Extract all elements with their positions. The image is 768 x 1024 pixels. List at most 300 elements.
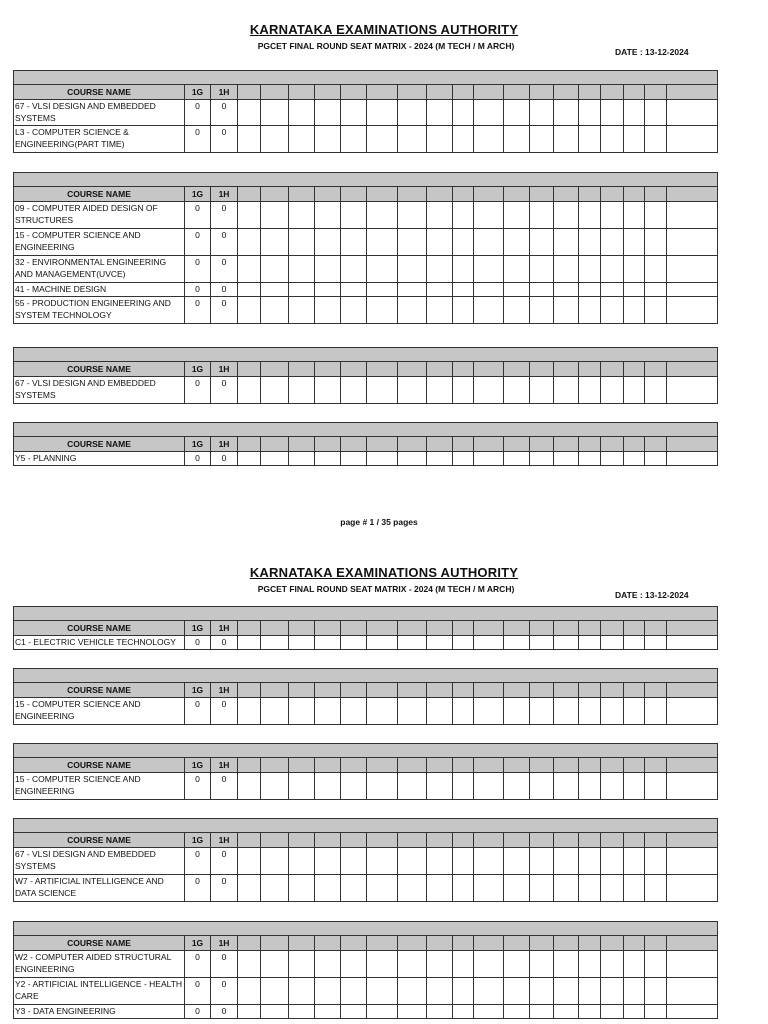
empty-header-cell	[474, 621, 504, 636]
seat-matrix-table	[13, 743, 718, 800]
empty-header-cell	[554, 758, 579, 773]
empty-header-cell	[474, 187, 504, 202]
seat-count-1g: 0	[185, 698, 211, 725]
empty-cell	[530, 978, 554, 1005]
empty-cell	[624, 848, 645, 875]
empty-cell	[238, 1005, 261, 1019]
empty-cell	[238, 636, 261, 650]
empty-header-cell	[667, 683, 718, 698]
seat-matrix-table	[13, 70, 718, 153]
seat-count-1h: 0	[211, 256, 238, 283]
empty-cell	[554, 202, 579, 229]
empty-cell	[624, 377, 645, 404]
empty-cell	[289, 848, 315, 875]
empty-cell	[579, 848, 601, 875]
empty-cell	[398, 698, 427, 725]
empty-header-cell	[261, 437, 289, 452]
empty-header-cell	[341, 758, 367, 773]
empty-cell	[398, 773, 427, 800]
empty-cell	[579, 1005, 601, 1019]
empty-cell	[624, 202, 645, 229]
empty-cell	[474, 636, 504, 650]
empty-cell	[645, 126, 667, 153]
empty-cell	[667, 256, 718, 283]
empty-cell	[367, 1005, 398, 1019]
seat-count-1g: 0	[185, 202, 211, 229]
empty-cell	[554, 256, 579, 283]
empty-cell	[427, 126, 453, 153]
empty-header-cell	[427, 621, 453, 636]
empty-header-cell	[530, 85, 554, 100]
empty-header-cell	[579, 437, 601, 452]
empty-cell	[289, 773, 315, 800]
empty-header-cell	[289, 187, 315, 202]
empty-cell	[601, 1005, 624, 1019]
empty-header-cell	[398, 936, 427, 951]
empty-cell	[289, 377, 315, 404]
empty-header-cell	[341, 833, 367, 848]
empty-header-cell	[238, 621, 261, 636]
empty-cell	[579, 875, 601, 902]
course-name-cell: 15 - COMPUTER SCIENCE AND ENGINEERING	[14, 773, 185, 800]
empty-cell	[504, 126, 530, 153]
empty-header-cell	[554, 362, 579, 377]
table-row	[14, 978, 718, 1005]
empty-header-cell	[367, 936, 398, 951]
empty-cell	[398, 256, 427, 283]
empty-cell	[341, 202, 367, 229]
empty-cell	[398, 297, 427, 324]
seat-count-1g: 0	[185, 283, 211, 297]
empty-cell	[554, 698, 579, 725]
empty-header-cell	[667, 437, 718, 452]
course-name-cell: W7 - ARTIFICIAL INTELLIGENCE AND DATA SCIENCE	[14, 875, 185, 902]
empty-header-cell	[453, 187, 474, 202]
empty-cell	[504, 1005, 530, 1019]
empty-cell	[601, 452, 624, 466]
empty-header-cell	[315, 187, 341, 202]
empty-header-cell	[645, 85, 667, 100]
empty-cell	[530, 256, 554, 283]
empty-cell	[289, 978, 315, 1005]
seat-count-1h: 0	[211, 1005, 238, 1019]
empty-header-cell	[367, 621, 398, 636]
course-name-header: COURSE NAME	[14, 437, 185, 452]
empty-header-cell	[453, 683, 474, 698]
empty-cell	[554, 452, 579, 466]
seat-count-1h: 0	[211, 951, 238, 978]
empty-cell	[624, 297, 645, 324]
empty-cell	[427, 978, 453, 1005]
empty-cell	[645, 698, 667, 725]
empty-cell	[554, 377, 579, 404]
empty-cell	[453, 229, 474, 256]
empty-header-cell	[398, 187, 427, 202]
empty-cell	[367, 773, 398, 800]
empty-cell	[601, 126, 624, 153]
empty-cell	[238, 848, 261, 875]
table-header-row	[14, 833, 718, 848]
seat-count-1h: 0	[211, 229, 238, 256]
empty-header-cell	[667, 187, 718, 202]
empty-header-cell	[645, 621, 667, 636]
empty-cell	[453, 377, 474, 404]
empty-cell	[667, 377, 718, 404]
seat-matrix-table	[13, 668, 718, 725]
empty-cell	[474, 978, 504, 1005]
empty-header-cell	[504, 621, 530, 636]
empty-cell	[474, 202, 504, 229]
empty-cell	[530, 636, 554, 650]
empty-header-cell	[453, 362, 474, 377]
empty-header-cell	[453, 621, 474, 636]
empty-header-cell	[261, 936, 289, 951]
empty-header-cell	[315, 758, 341, 773]
table-row	[14, 126, 718, 153]
empty-header-cell	[398, 683, 427, 698]
empty-cell	[579, 698, 601, 725]
empty-header-cell	[624, 936, 645, 951]
empty-header-cell	[601, 621, 624, 636]
seat-matrix-table	[13, 172, 718, 324]
empty-cell	[504, 875, 530, 902]
empty-header-cell	[601, 833, 624, 848]
empty-cell	[579, 951, 601, 978]
empty-header-cell	[645, 437, 667, 452]
empty-cell	[238, 951, 261, 978]
empty-cell	[667, 229, 718, 256]
empty-cell	[238, 875, 261, 902]
seat-count-1g: 0	[185, 297, 211, 324]
empty-header-cell	[474, 758, 504, 773]
empty-cell	[315, 452, 341, 466]
empty-cell	[530, 377, 554, 404]
empty-cell	[261, 100, 289, 126]
empty-cell	[398, 636, 427, 650]
empty-cell	[645, 283, 667, 297]
empty-cell	[601, 875, 624, 902]
empty-cell	[579, 636, 601, 650]
seat-count-1g: 0	[185, 126, 211, 153]
empty-cell	[427, 848, 453, 875]
table-band	[14, 71, 718, 85]
empty-header-cell	[453, 758, 474, 773]
empty-cell	[367, 126, 398, 153]
empty-cell	[367, 297, 398, 324]
empty-cell	[367, 951, 398, 978]
category-header: 1H	[211, 758, 238, 773]
empty-cell	[474, 229, 504, 256]
category-header: 1G	[185, 936, 211, 951]
empty-cell	[261, 452, 289, 466]
empty-cell	[261, 1005, 289, 1019]
seat-count-1g: 0	[185, 100, 211, 126]
empty-cell	[624, 951, 645, 978]
empty-header-cell	[427, 936, 453, 951]
empty-header-cell	[398, 85, 427, 100]
empty-cell	[398, 202, 427, 229]
empty-cell	[238, 283, 261, 297]
empty-cell	[238, 202, 261, 229]
seat-count-1h: 0	[211, 875, 238, 902]
seat-count-1h: 0	[211, 452, 238, 466]
empty-header-cell	[579, 758, 601, 773]
empty-cell	[579, 229, 601, 256]
seat-count-1h: 0	[211, 698, 238, 725]
course-name-cell: Y5 - PLANNING	[14, 452, 185, 466]
empty-header-cell	[238, 85, 261, 100]
table-row	[14, 283, 718, 297]
empty-header-cell	[289, 683, 315, 698]
empty-cell	[261, 773, 289, 800]
course-name-cell: W2 - COMPUTER AIDED STRUCTURAL ENGINEERING	[14, 951, 185, 978]
empty-header-cell	[289, 621, 315, 636]
empty-cell	[315, 875, 341, 902]
empty-cell	[645, 100, 667, 126]
empty-header-cell	[367, 362, 398, 377]
empty-header-cell	[289, 362, 315, 377]
empty-cell	[504, 452, 530, 466]
empty-cell	[601, 283, 624, 297]
empty-header-cell	[315, 362, 341, 377]
empty-cell	[427, 377, 453, 404]
empty-cell	[261, 229, 289, 256]
empty-cell	[504, 773, 530, 800]
empty-cell	[624, 229, 645, 256]
empty-cell	[624, 698, 645, 725]
empty-cell	[645, 452, 667, 466]
empty-cell	[398, 377, 427, 404]
empty-header-cell	[398, 833, 427, 848]
seat-count-1g: 0	[185, 848, 211, 875]
empty-cell	[554, 297, 579, 324]
empty-cell	[554, 229, 579, 256]
seat-count-1g: 0	[185, 875, 211, 902]
empty-header-cell	[427, 758, 453, 773]
date-label: DATE : 13-12-2024	[615, 47, 689, 57]
table-band	[14, 348, 718, 362]
empty-cell	[261, 848, 289, 875]
empty-cell	[238, 978, 261, 1005]
empty-cell	[504, 698, 530, 725]
empty-header-cell	[504, 833, 530, 848]
empty-cell	[504, 202, 530, 229]
course-name-cell: 15 - COMPUTER SCIENCE AND ENGINEERING	[14, 229, 185, 256]
empty-header-cell	[261, 683, 289, 698]
seat-count-1g: 0	[185, 636, 211, 650]
empty-header-cell	[474, 683, 504, 698]
empty-cell	[667, 848, 718, 875]
empty-cell	[601, 297, 624, 324]
empty-header-cell	[427, 187, 453, 202]
table-row	[14, 636, 718, 650]
seat-count-1h: 0	[211, 636, 238, 650]
course-name-cell: 41 - MACHINE DESIGN	[14, 283, 185, 297]
table-row	[14, 202, 718, 229]
empty-header-cell	[367, 437, 398, 452]
empty-cell	[367, 256, 398, 283]
empty-header-cell	[579, 833, 601, 848]
table-row	[14, 297, 718, 324]
course-name-cell: Y3 - DATA ENGINEERING	[14, 1005, 185, 1019]
empty-cell	[367, 283, 398, 297]
table-header-row	[14, 362, 718, 377]
table-band	[14, 669, 718, 683]
empty-cell	[453, 773, 474, 800]
empty-cell	[261, 256, 289, 283]
page-title: KARNATAKA EXAMINATIONS AUTHORITY	[249, 22, 519, 37]
empty-cell	[289, 698, 315, 725]
empty-header-cell	[504, 85, 530, 100]
empty-cell	[530, 100, 554, 126]
table-band	[14, 744, 718, 758]
empty-header-cell	[504, 683, 530, 698]
empty-cell	[427, 452, 453, 466]
empty-cell	[530, 126, 554, 153]
empty-header-cell	[341, 683, 367, 698]
empty-cell	[315, 283, 341, 297]
empty-header-cell	[667, 758, 718, 773]
empty-cell	[289, 297, 315, 324]
page-subtitle: PGCET FINAL ROUND SEAT MATRIX - 2024 (M TECH / M ARCH)	[257, 41, 515, 51]
empty-cell	[427, 202, 453, 229]
course-name-cell: 67 - VLSI DESIGN AND EMBEDDED SYSTEMS	[14, 100, 185, 126]
empty-header-cell	[645, 833, 667, 848]
empty-cell	[341, 951, 367, 978]
table-header-row	[14, 85, 718, 100]
empty-cell	[289, 202, 315, 229]
empty-cell	[667, 773, 718, 800]
empty-cell	[427, 951, 453, 978]
empty-cell	[427, 229, 453, 256]
empty-cell	[261, 875, 289, 902]
empty-cell	[645, 229, 667, 256]
empty-header-cell	[645, 936, 667, 951]
empty-cell	[554, 848, 579, 875]
category-header: 1G	[185, 833, 211, 848]
empty-cell	[238, 377, 261, 404]
empty-header-cell	[238, 758, 261, 773]
empty-header-cell	[453, 437, 474, 452]
empty-cell	[398, 1005, 427, 1019]
empty-cell	[427, 100, 453, 126]
empty-cell	[427, 773, 453, 800]
seat-count-1g: 0	[185, 452, 211, 466]
empty-cell	[504, 951, 530, 978]
category-header: 1G	[185, 621, 211, 636]
empty-header-cell	[289, 833, 315, 848]
empty-cell	[504, 636, 530, 650]
empty-cell	[624, 1005, 645, 1019]
empty-header-cell	[554, 833, 579, 848]
empty-cell	[398, 126, 427, 153]
empty-header-cell	[667, 621, 718, 636]
empty-header-cell	[289, 437, 315, 452]
empty-cell	[645, 773, 667, 800]
course-name-cell: 67 - VLSI DESIGN AND EMBEDDED SYSTEMS	[14, 377, 185, 404]
empty-cell	[667, 126, 718, 153]
empty-cell	[261, 951, 289, 978]
course-name-cell: 67 - VLSI DESIGN AND EMBEDDED SYSTEMS	[14, 848, 185, 875]
table-row	[14, 100, 718, 126]
category-header: 1H	[211, 833, 238, 848]
empty-cell	[579, 978, 601, 1005]
empty-header-cell	[579, 362, 601, 377]
empty-header-cell	[289, 936, 315, 951]
empty-cell	[453, 297, 474, 324]
empty-cell	[667, 636, 718, 650]
empty-cell	[554, 951, 579, 978]
table-row	[14, 452, 718, 466]
empty-cell	[367, 848, 398, 875]
category-header: 1G	[185, 187, 211, 202]
empty-cell	[474, 377, 504, 404]
course-name-cell: L3 - COMPUTER SCIENCE & ENGINEERING(PART TIME)	[14, 126, 185, 153]
category-header: 1G	[185, 758, 211, 773]
empty-cell	[667, 297, 718, 324]
course-name-header: COURSE NAME	[14, 621, 185, 636]
empty-header-cell	[427, 833, 453, 848]
empty-cell	[453, 100, 474, 126]
empty-header-cell	[367, 758, 398, 773]
empty-header-cell	[474, 437, 504, 452]
empty-cell	[289, 636, 315, 650]
empty-cell	[453, 283, 474, 297]
empty-cell	[579, 297, 601, 324]
empty-header-cell	[341, 187, 367, 202]
empty-cell	[645, 202, 667, 229]
empty-cell	[645, 297, 667, 324]
empty-cell	[427, 698, 453, 725]
empty-header-cell	[645, 758, 667, 773]
empty-header-cell	[667, 85, 718, 100]
empty-header-cell	[530, 621, 554, 636]
seat-matrix-table	[13, 818, 718, 902]
empty-cell	[667, 978, 718, 1005]
empty-header-cell	[474, 85, 504, 100]
empty-header-cell	[624, 362, 645, 377]
empty-cell	[341, 377, 367, 404]
empty-header-cell	[261, 85, 289, 100]
table-row	[14, 951, 718, 978]
empty-cell	[601, 229, 624, 256]
empty-header-cell	[261, 833, 289, 848]
seat-count-1h: 0	[211, 100, 238, 126]
empty-cell	[398, 848, 427, 875]
empty-cell	[530, 698, 554, 725]
empty-header-cell	[315, 621, 341, 636]
empty-header-cell	[398, 437, 427, 452]
empty-cell	[315, 100, 341, 126]
empty-cell	[289, 229, 315, 256]
empty-cell	[645, 951, 667, 978]
empty-cell	[624, 875, 645, 902]
course-name-cell: 15 - COMPUTER SCIENCE AND ENGINEERING	[14, 698, 185, 725]
empty-cell	[289, 452, 315, 466]
empty-cell	[601, 848, 624, 875]
empty-header-cell	[645, 683, 667, 698]
category-header: 1H	[211, 85, 238, 100]
empty-header-cell	[261, 621, 289, 636]
empty-cell	[238, 229, 261, 256]
empty-cell	[398, 951, 427, 978]
empty-cell	[474, 452, 504, 466]
empty-cell	[474, 283, 504, 297]
empty-cell	[427, 875, 453, 902]
empty-cell	[453, 978, 474, 1005]
table-row	[14, 256, 718, 283]
empty-header-cell	[427, 683, 453, 698]
